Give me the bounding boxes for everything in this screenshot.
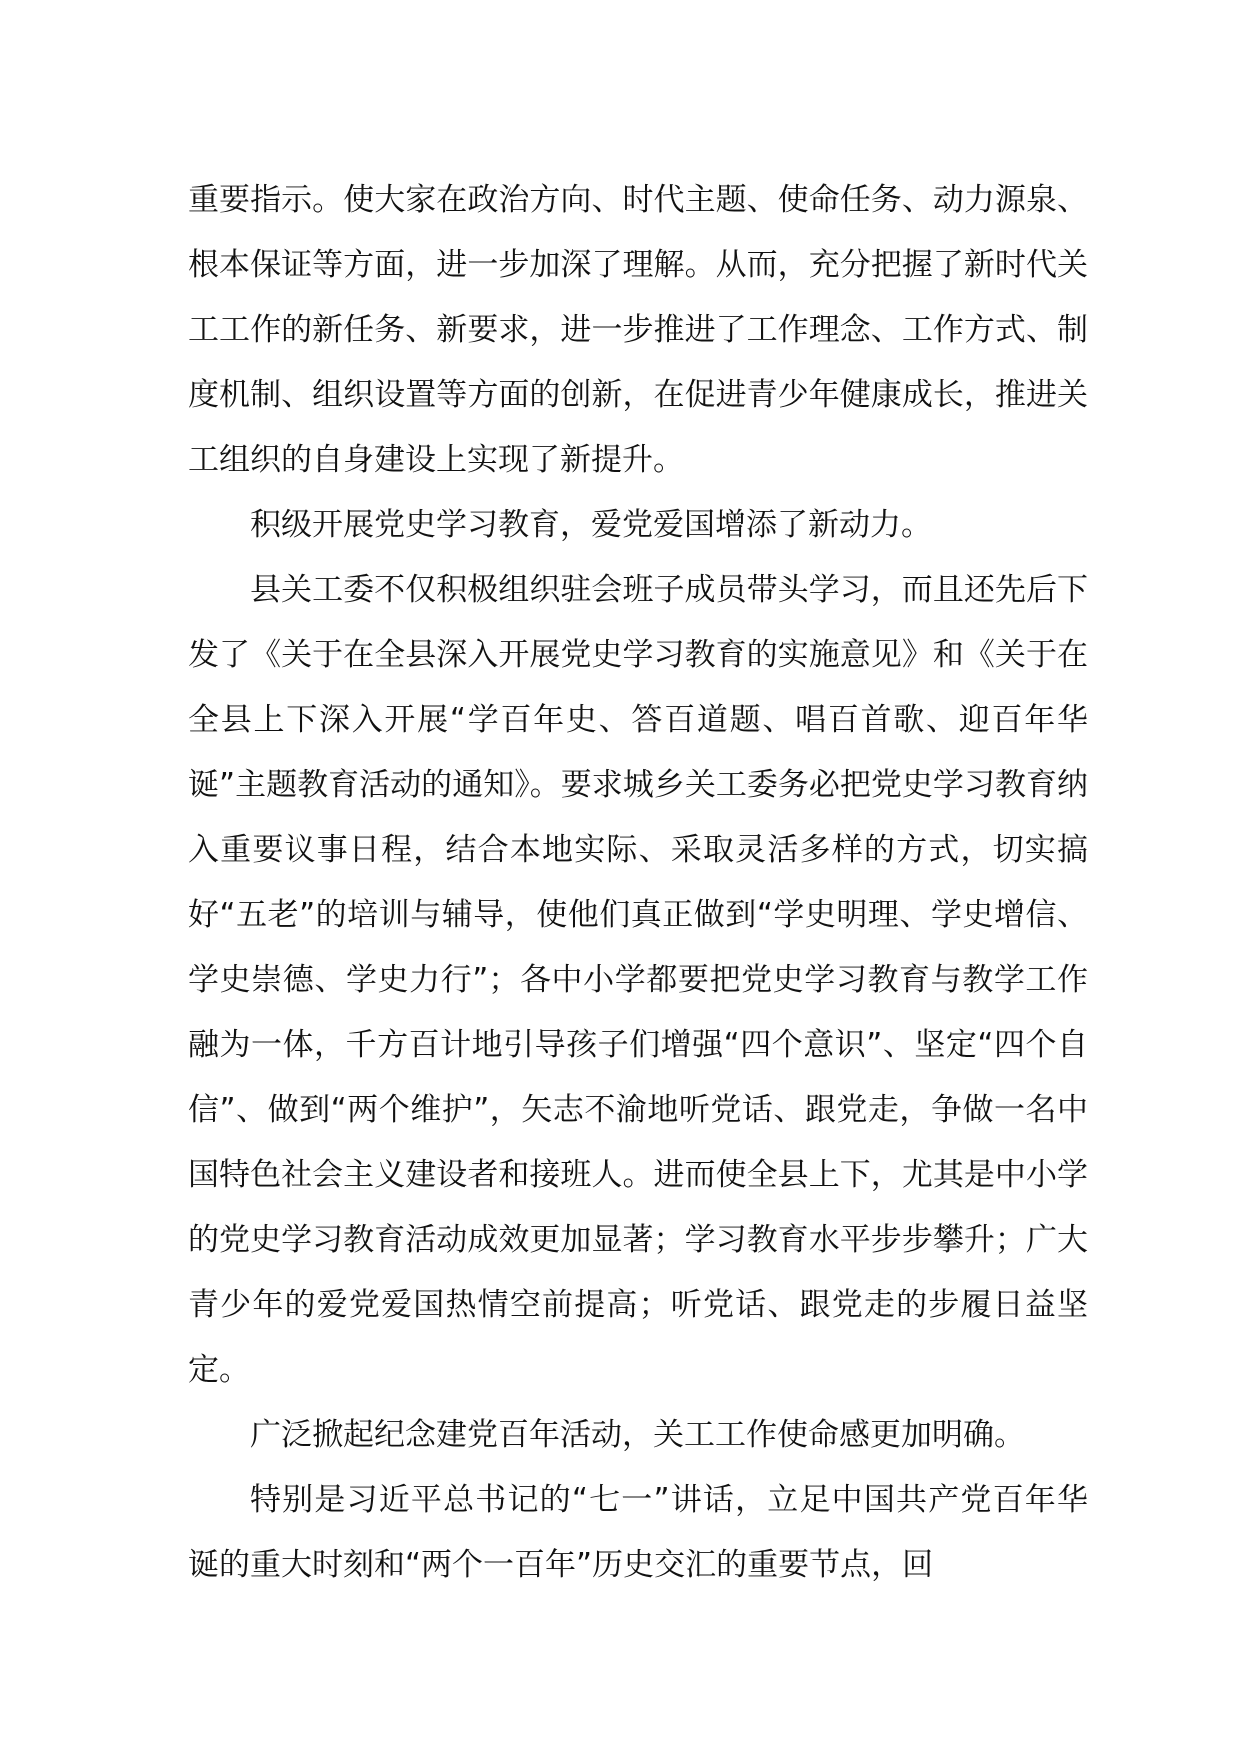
paragraph-3: 县关工委不仅积极组织驻会班子成员带头学习，而且还先后下发了《关于在全县深入开展党史学习教育的实施意见》和《关于在全县上下深入开展“学百年史、答百道题、唱百首歌、迎百年华诞”主题教育活动的通知》。要求城乡关工委务必把党史学习教育纳入重要议事日程，结合本地实际、采取灵活多样的方式，切实搞好“五老”的培训与辅导，使他们真正做到“学史明理、学史增信、学史崇德、学史力行”；各中小学都要把党史学习教育与教学工作融为一体，千方百计地引导孩子们增强“四个意识”、坚定“四个自信”、做到“两个维护”，矢志不渝地听党话、跟党走，争做一名中国特色社会主义建设者和接班人。进而使全县上下，尤其是中小学的党史学习教育活动成效更加显著；学习教育水平步步攀升；广大青少年的爱党爱国热情空前提高；听党话、跟党走的步履日益坚定。 xyxy=(188,572,1088,1388)
document-body xyxy=(188,168,1088,1598)
paragraph-4-heading: 广泛掀起纪念建党百年活动，关工工作使命感更加明确。 xyxy=(250,1417,1025,1453)
paragraph-2-heading: 积级开展党史学习教育，爱党爱国增添了新动力。 xyxy=(250,507,932,543)
paragraph-5: 特别是习近平总书记的“七一”讲话，立足中国共产党百年华诞的重大时刻和“两个一百年”历史交汇的重要节点，回 xyxy=(188,1482,1088,1583)
paragraph-1: 重要指示。使大家在政治方向、时代主题、使命任务、动力源泉、根本保证等方面，进一步加深了理解。从而，充分把握了新时代关工工作的新任务、新要求，进一步推进了工作理念、工作方式、制度机制、组织设置等方面的创新，在促进青少年健康成长，推进关工组织的自身建设上实现了新提升。 xyxy=(188,182,1088,478)
